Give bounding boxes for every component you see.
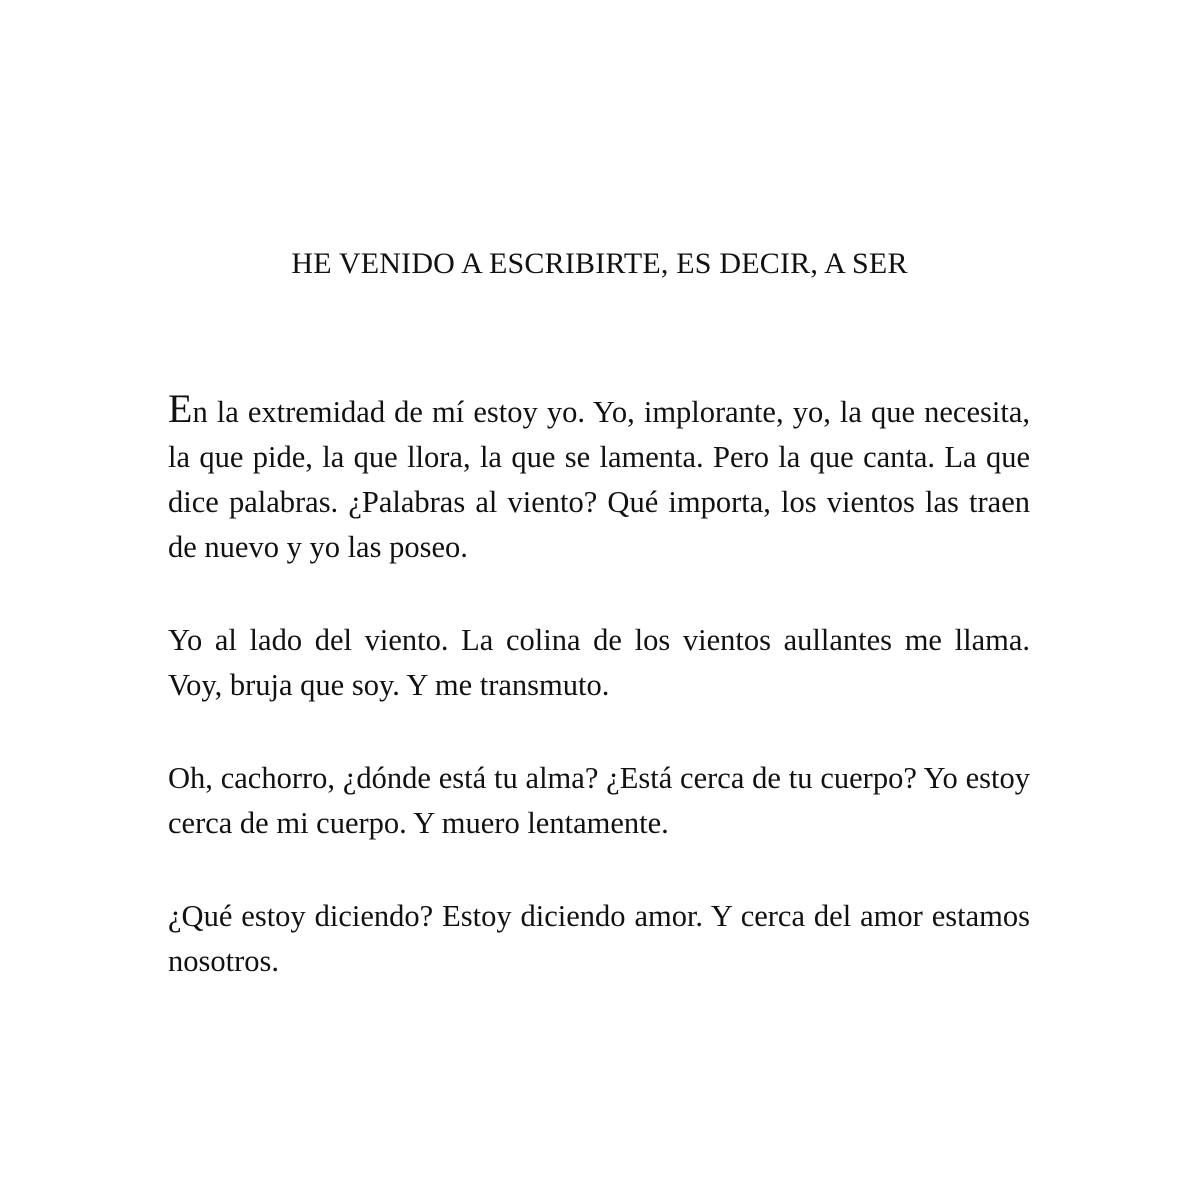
paragraph-2: Yo al lado del viento. La colina de los vientos aullantes me llama. Voy, bruja que soy. Y me transmuto.: [168, 623, 1030, 702]
paragraph-1-text: n la extremidad de mí estoy yo. Yo, implorante, yo, la que necesita, la que pide, la que llora, la que se lamenta. Pero la que canta. La que dice palabras. ¿Palabras al viento? Qué importa, los vientos las traen de nuevo y yo las poseo.: [168, 395, 1030, 564]
paragraph-1: [168, 386, 1030, 570]
paragraph-3: Oh, cachorro, ¿dónde está tu alma? ¿Está cerca de tu cuerpo? Yo estoy cerca de mi cuerpo. Y muero lentamente.: [168, 761, 1030, 840]
body-text: [168, 386, 1030, 1032]
page-title: HE VENIDO A ESCRIBIRTE, ES DECIR, A SER: [291, 247, 908, 280]
paragraph-4: ¿Qué estoy diciendo? Estoy diciendo amor. Y cerca del amor estamos nosotros.: [168, 899, 1030, 978]
initial-letter: E: [168, 386, 193, 431]
